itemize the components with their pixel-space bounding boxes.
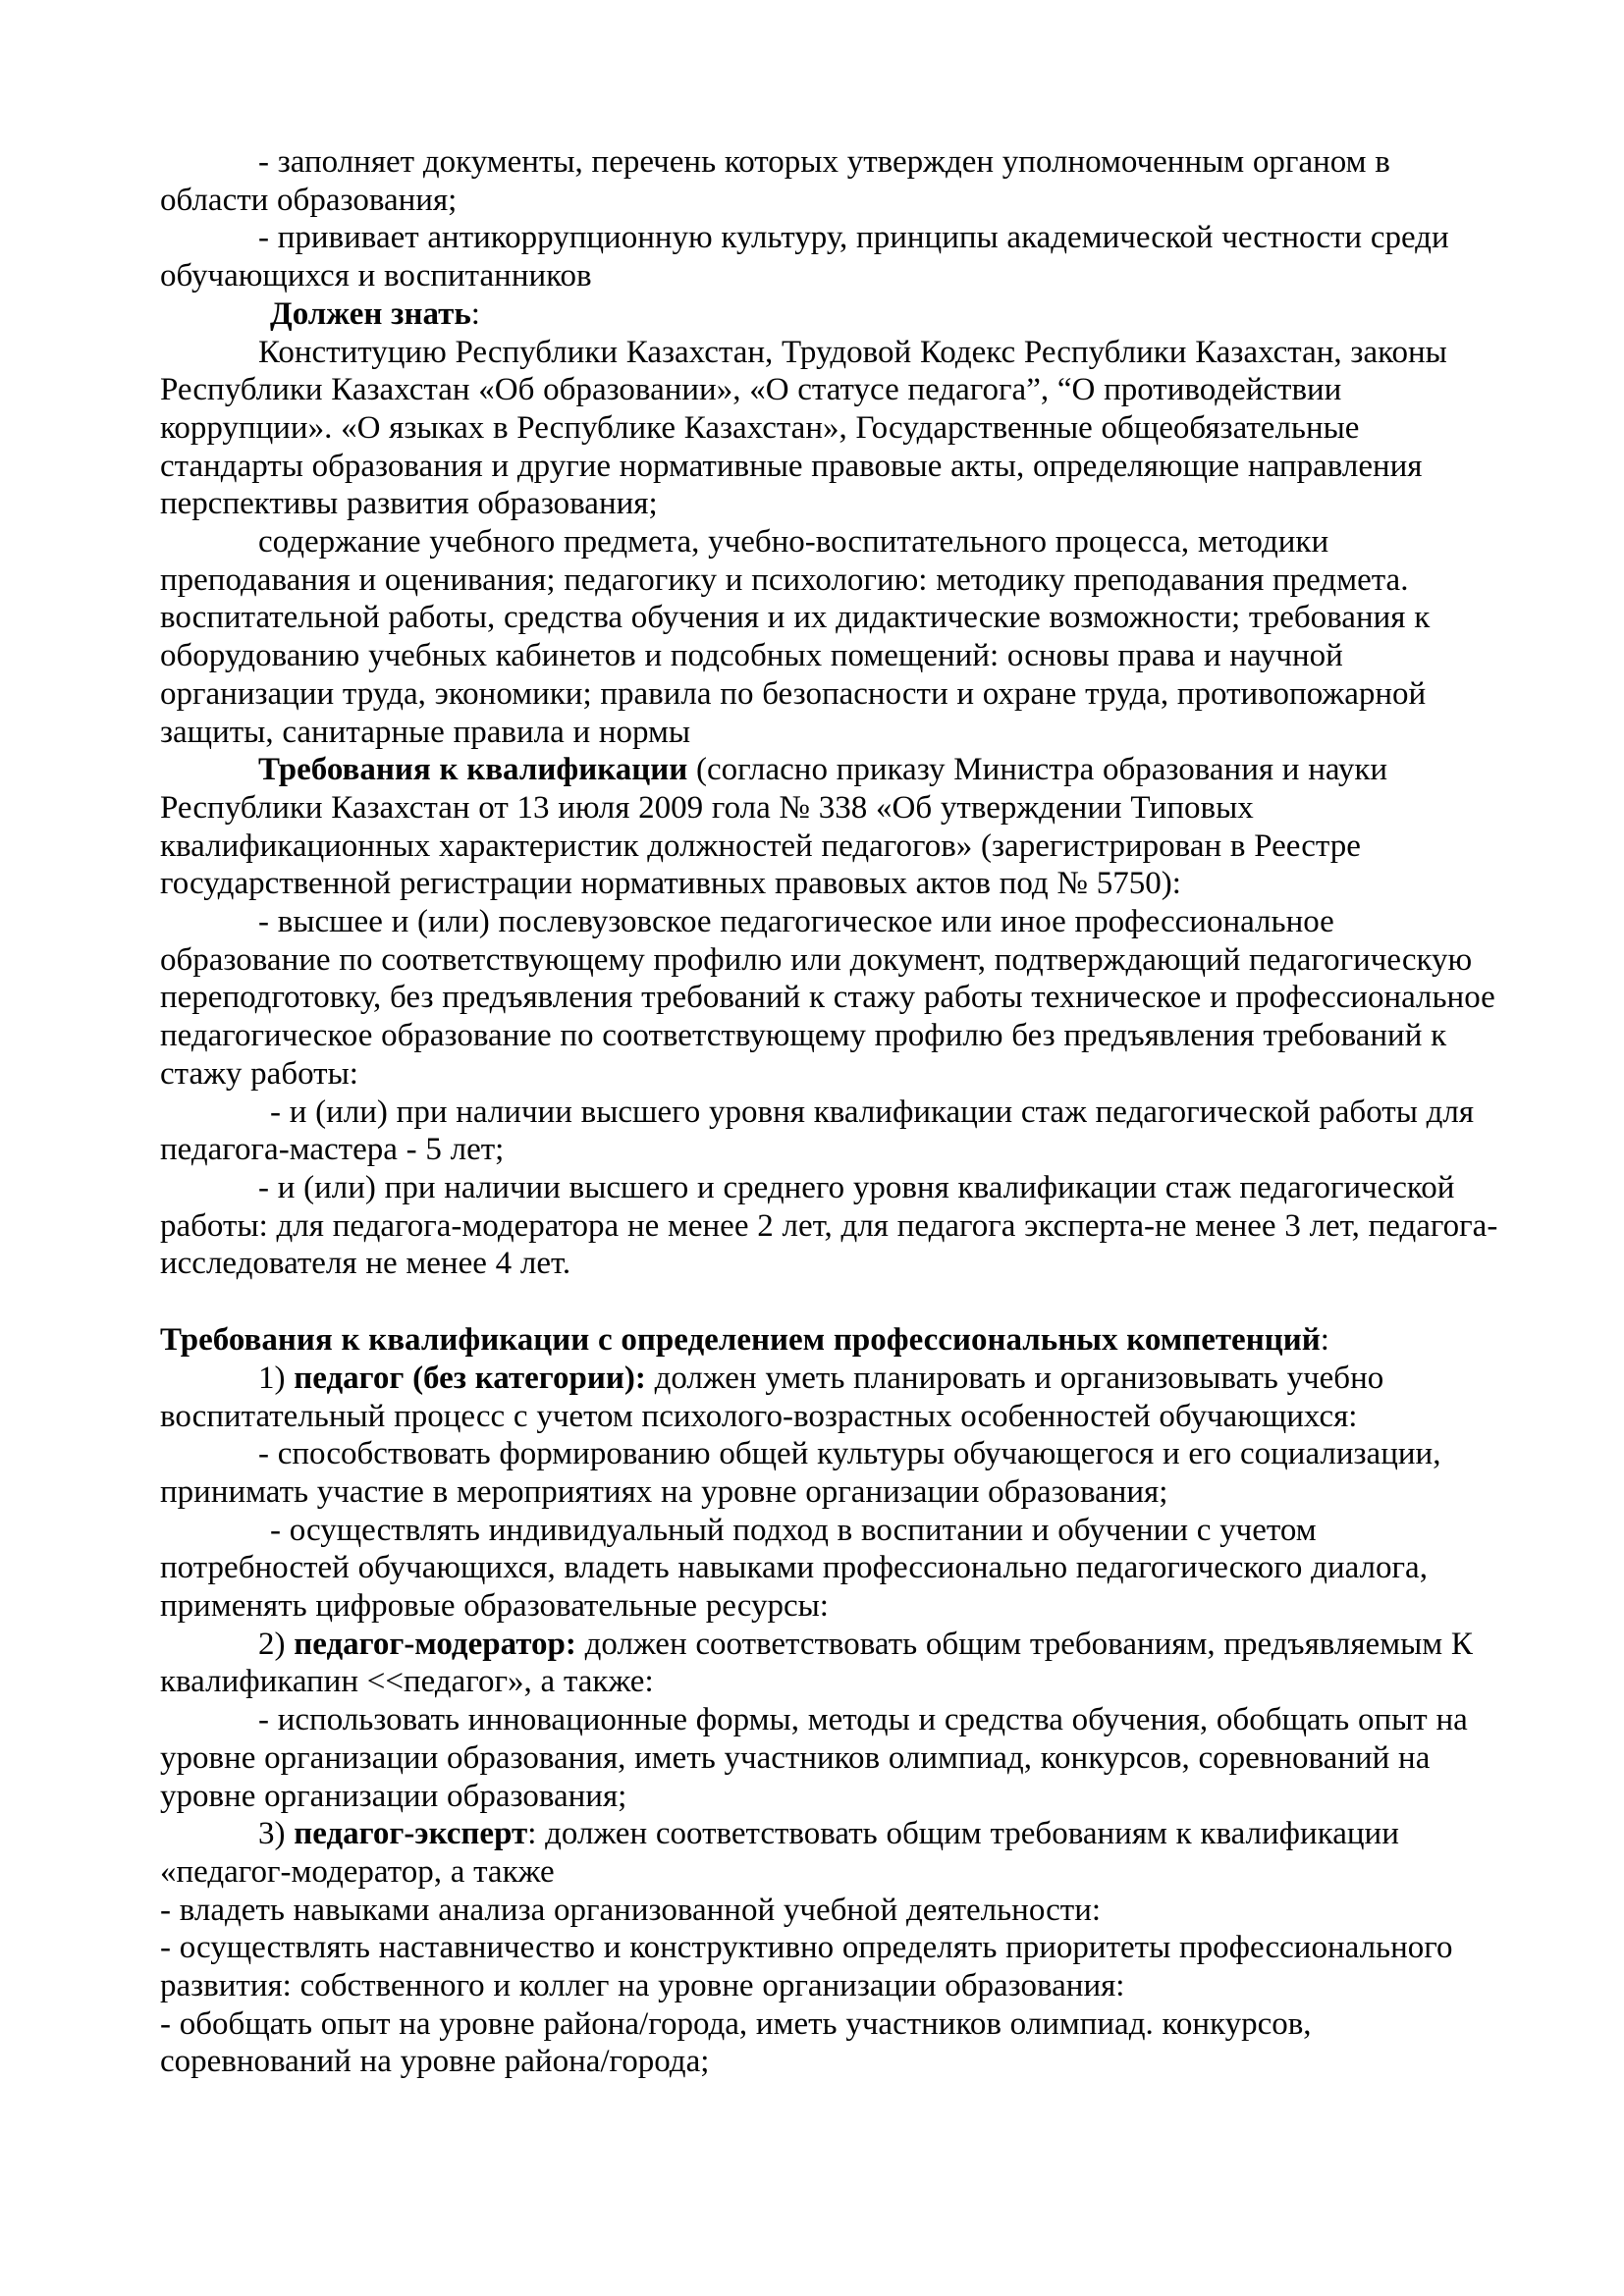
text-run: - владеть навыками анализа организованной учебной деятельности: bbox=[160, 1892, 1102, 1928]
text-run: (согласно приказу Министра образования и науки Республики Казахстан от 13 июля 2009 гола № 338 «Об утверждении Типовых квалификационных характеристик должностей педагогов» (зарегистрирован в Реестре государственной регистрации нормативных правовых актов под № 5750): bbox=[160, 752, 1388, 902]
text-run: Требования к квалификации bbox=[258, 752, 688, 788]
text-run: - прививает антикоррупционную культуру, принципы академической честности среди обучающихся и воспитанников bbox=[160, 220, 1449, 294]
text-run: - обобщать опыт на уровне района/города, иметь участников олимпиад. конкурсов, соревнований на уровне района/города; bbox=[160, 2005, 1312, 2080]
text-run: - осуществлять наставничество и конструктивно определять приоритеты профессионального развития: собственного и коллег на уровне организации образования: bbox=[160, 1930, 1453, 2004]
text-run: должен соответствовать общим требованиям, предъявляемым К квалификапин <<педагог», а также: bbox=[160, 1626, 1473, 1700]
document-text-body bbox=[160, 143, 1504, 2081]
text-run: Требования к квалификации с определением профессиональных компетенций bbox=[160, 1322, 1321, 1359]
paragraph-13 bbox=[160, 1512, 1504, 1626]
paragraph-14 bbox=[160, 1626, 1504, 1701]
paragraph-8 bbox=[160, 1094, 1504, 1169]
paragraph-7 bbox=[160, 903, 1504, 1094]
text-run: Должен знать bbox=[270, 295, 471, 332]
text-run: - осуществлять индивидуальный подход в воспитании и обучении с учетом потребностей обучающихся, владеть навыками профессионально педагогического диалога, применять цифровые образовательные ресурсы: bbox=[160, 1512, 1428, 1625]
text-run: : bbox=[1320, 1322, 1329, 1359]
text-run: 1) bbox=[258, 1360, 295, 1396]
paragraph-19 bbox=[160, 2005, 1504, 2081]
paragraph-15 bbox=[160, 1701, 1504, 1815]
text-run: педагог (без категории): bbox=[294, 1360, 646, 1396]
text-run: должен уметь планировать и организовывать учебно воспитательный процесс с учетом психолого-возрастных особенностей обучающихся: bbox=[160, 1360, 1384, 1434]
text-run: содержание учебного предмета, учебно-воспитательного процесса, методики преподавания и оценивания; педагогику и психологию: методику преподавания предмета. воспитательной работы, средства обучения и их дидактические возможности; требования к оборудованию учебных кабинетов и подсобных помещений: основы права и научной организации труда, экономики; правила по безопасности и охране труда, противопожарной защиты, санитарные правила и нормы bbox=[160, 524, 1431, 750]
text-run: Конституцию Республики Казахстан, Трудовой Кодекс Республики Казахстан, законы Республики Казахстан «Об образовании», «О статусе педагога”, “О противодействии коррупции». «О языках в Республике Казахстан», Государственные общеобязательные стандарты образования и другие нормативные правовые акты, определяющие направления перспективы развития образования; bbox=[160, 334, 1447, 522]
text-run: - использовать инновационные формы, методы и средства обучения, обобщать опыт на уровне организации образования, иметь участников олимпиад, конкурсов, соревнований на уровне организации образования; bbox=[160, 1702, 1468, 1814]
text-run: - и (или) при наличии высшего и среднего уровня квалификации стаж педагогической работы: для педагога-модератора не менее 2 лет, для педагога эксперта-не менее 3 лет, педагога-исследователя не менее 4 лет. bbox=[160, 1169, 1498, 1282]
paragraph-5 bbox=[160, 523, 1504, 751]
text-run: - способствовать формированию общей культуры обучающегося и его социализации, принимать участие в мероприятиях на уровне организации образования; bbox=[160, 1436, 1441, 1510]
paragraph-11 bbox=[160, 1360, 1504, 1435]
paragraph-9 bbox=[160, 1169, 1504, 1283]
text-run: : bbox=[470, 295, 480, 332]
paragraph-6 bbox=[160, 751, 1504, 903]
text-run: педагог-эксперт bbox=[294, 1816, 528, 1852]
text-run: 2) bbox=[258, 1626, 295, 1662]
paragraph-17 bbox=[160, 1892, 1504, 1930]
paragraph-12 bbox=[160, 1435, 1504, 1511]
paragraph-1 bbox=[160, 143, 1504, 219]
text-run: - и (или) при наличии высшего уровня квалификации стаж педагогической работы для педагога-мастера - 5 лет; bbox=[160, 1094, 1475, 1168]
text-run: - высшее и (или) послевузовское педагогическое или иное профессиональное образование по соответствующему профилю или документ, подтверждающий педагогическую переподготовку, без предъявления требований к стажу работы техническое и профессиональное педагогическое образование по соответствующему профилю без предъявления требований к стажу работы: bbox=[160, 904, 1495, 1092]
paragraph-10 bbox=[160, 1321, 1504, 1360]
text-run: - заполняет документы, перечень которых утвержден уполномоченным органом в области образования; bbox=[160, 144, 1390, 218]
paragraph-3 bbox=[160, 295, 1504, 334]
paragraph-18 bbox=[160, 1929, 1504, 2004]
paragraph-2 bbox=[160, 219, 1504, 294]
text-run: педагог-модератор: bbox=[294, 1626, 576, 1662]
paragraph-16 bbox=[160, 1815, 1504, 1891]
paragraph-4 bbox=[160, 334, 1504, 524]
text-run: 3) bbox=[258, 1816, 295, 1852]
text-run: : должен соответствовать общим требованиям к квалификации «педагог-модератор, а также bbox=[160, 1816, 1399, 1890]
